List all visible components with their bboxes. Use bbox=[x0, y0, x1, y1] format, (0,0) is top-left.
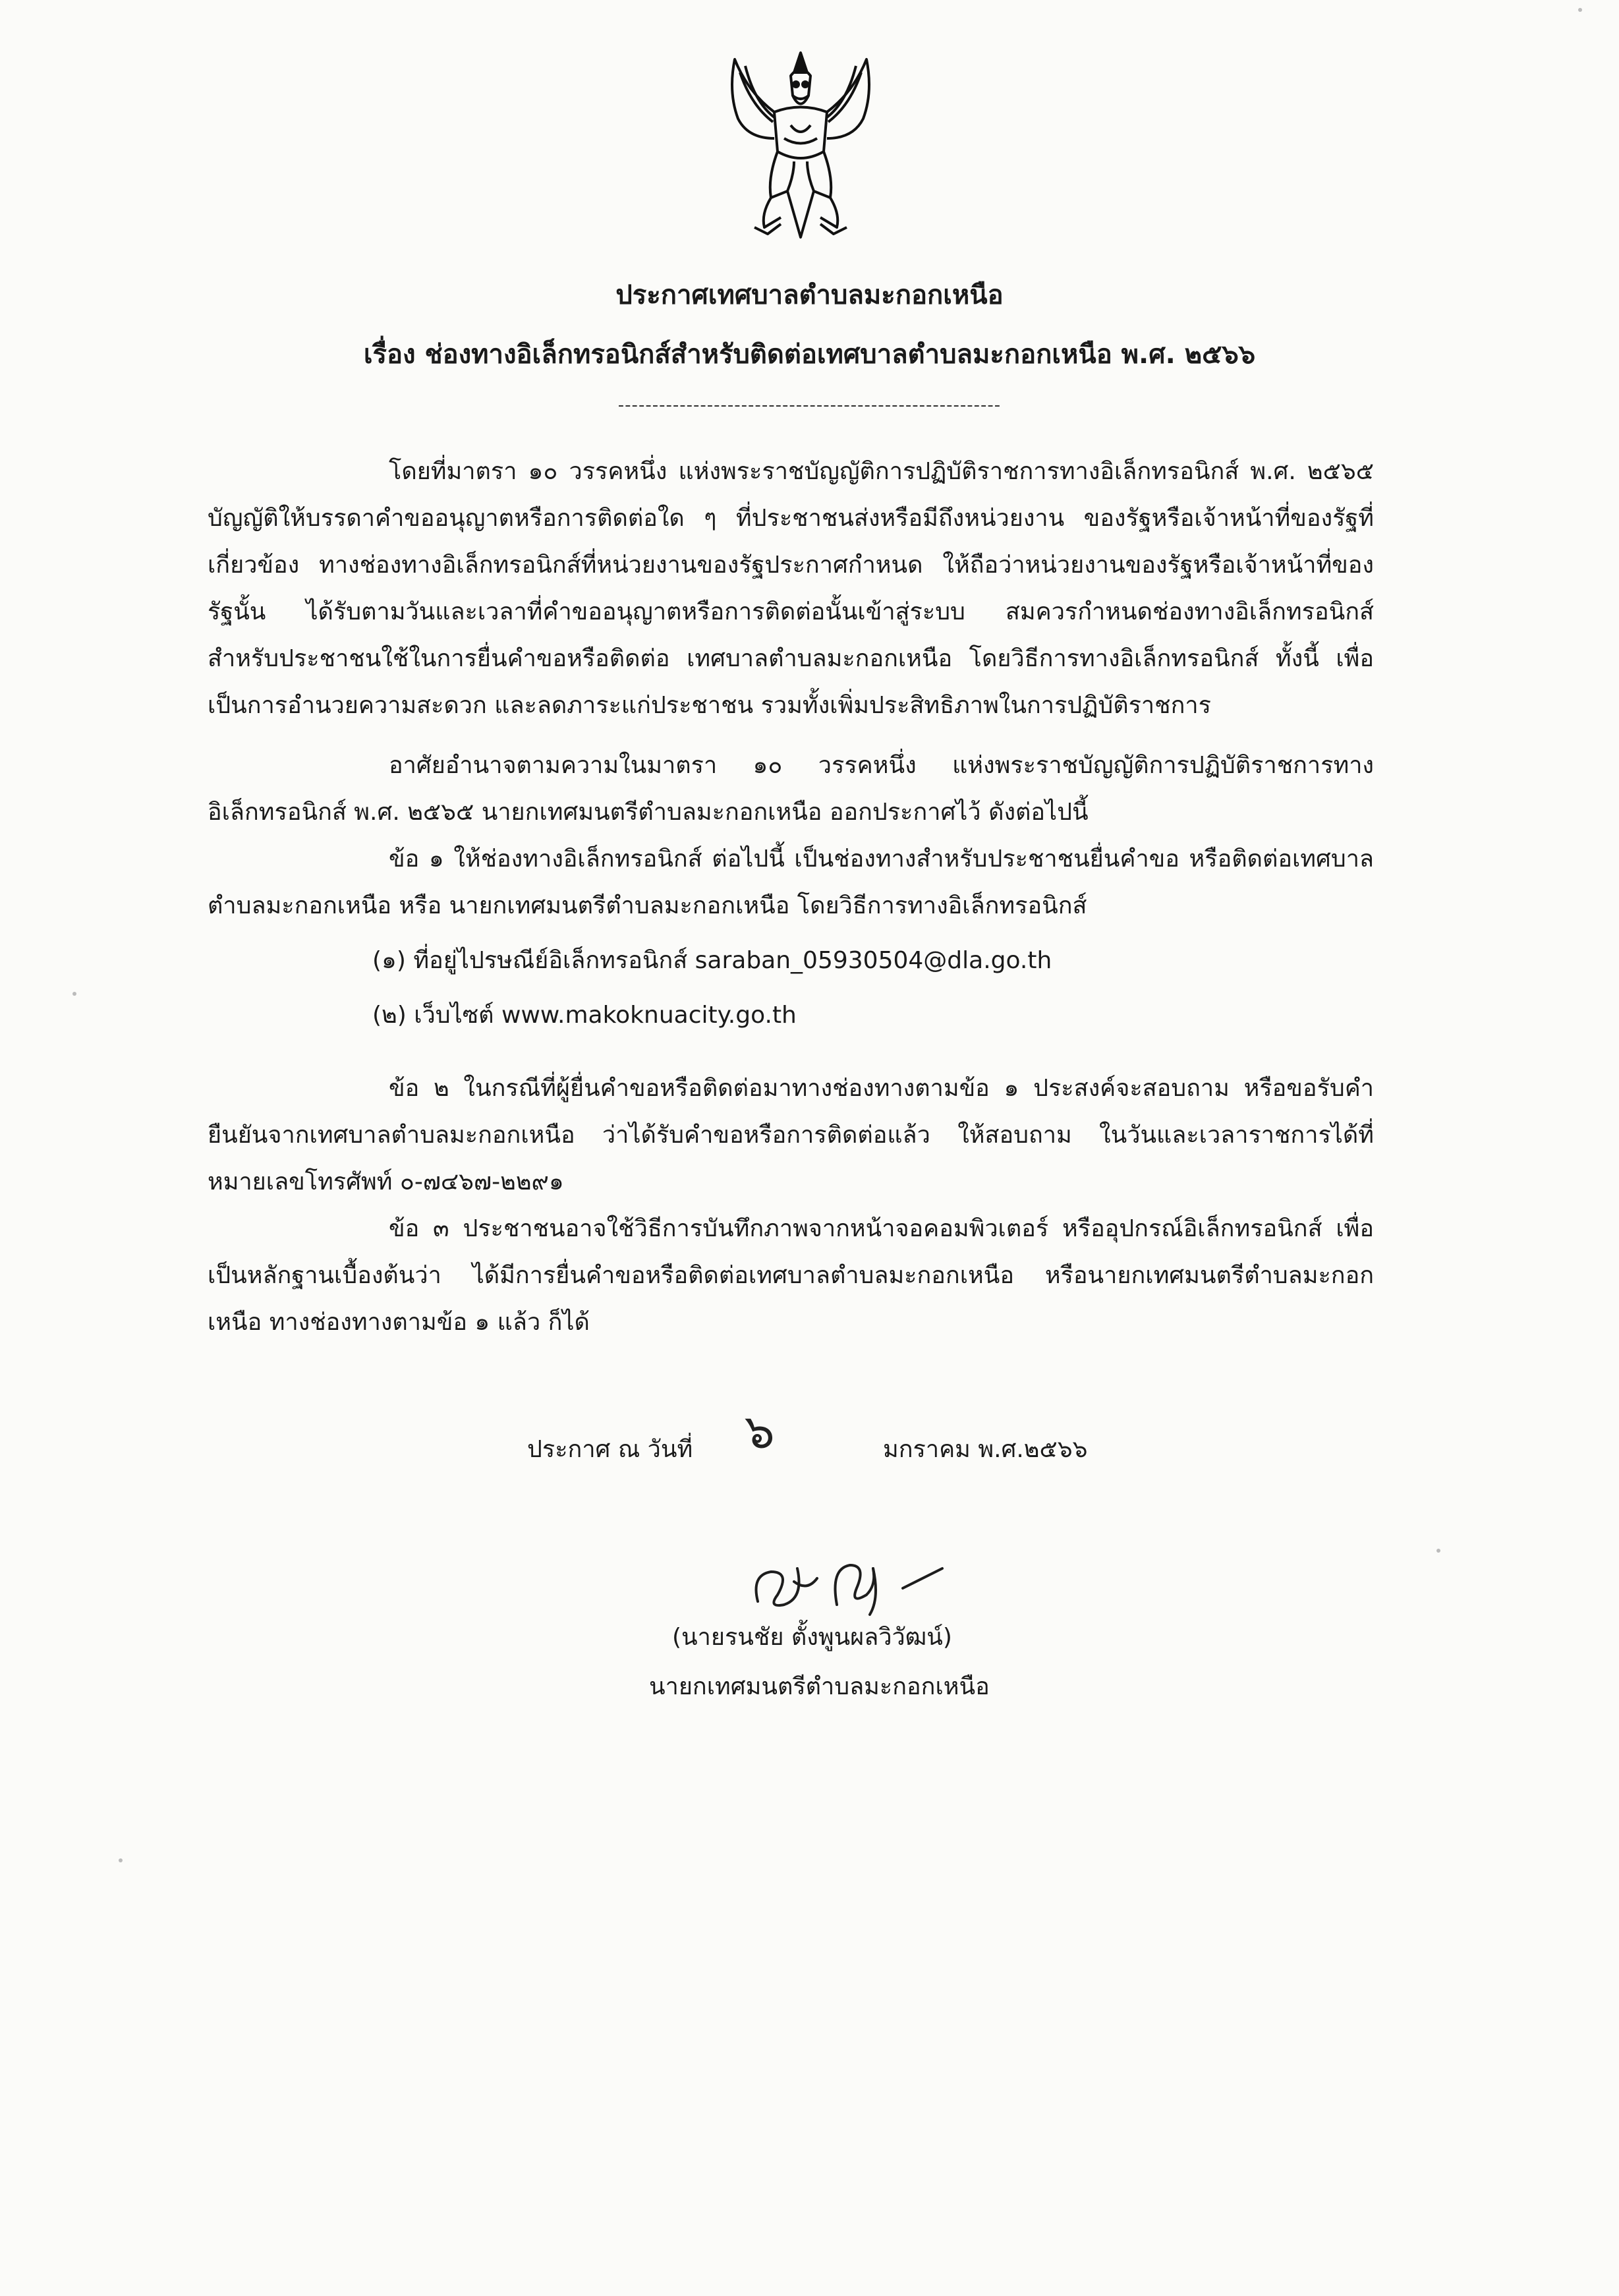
preamble-paragraph: โดยที่มาตรา ๑๐ วรรคหนึ่ง แห่งพระราชบัญญัติการปฏิบัติราชการทางอิเล็กทรอนิกส์ พ.ศ. ๒๕๖๕ บัญญัติให้บรรดาคำขออนุญาตหรือการติดต่อใด ๆ ที่ประชาชนส่งหรือมีถึงหน่วยงาน ของรัฐหรือเจ้าหน้าที่ของรัฐที่เกี่ยวข้อง ทางช่องทางอิเล็กทรอนิกส์ที่หน่วยงานของรัฐประกาศกำหนด ให้ถือว่าหน่วยงานของรัฐหรือเจ้าหน้าที่ของรัฐนั้น ได้รับตามวันและเวลาที่คำขออนุญาตหรือการติดต่อนั้นเข้าสู่ระบบ สมควรกำหนดช่องทางอิเล็กทรอนิกส์สำหรับประชาชนใช้ในการยื่นคำขอหรือติดต่อ เทศบาลตำบลมะกอกเหนือ โดยวิธีการทางอิเล็กทรอนิกส์ ทั้งนี้ เพื่อเป็นการอำนวยความสะดวก และลดภาระแก่ประชาชน รวมทั้งเพิ่มประสิทธิภาพในการปฏิบัติราชการ bbox=[208, 458, 1374, 719]
clause-1: ข้อ ๑ ให้ช่องทางอิเล็กทรอนิกส์ ต่อไปนี้ เป็นช่องทางสำหรับประชาชนยื่นคำขอ หรือติดต่อเทศบาลตำบลมะกอกเหนือ หรือ นายกเทศมนตรีตำบลมะกอกเหนือ โดยวิธีการทางอิเล็กทรอนิกส์ bbox=[208, 846, 1374, 919]
dateline-month-year: มกราคม พ.ศ.๒๕๖๖ bbox=[883, 1436, 1088, 1463]
scan-speck bbox=[119, 1858, 123, 1862]
email-channel-item: (๑) ที่อยู่ไปรษณีย์อิเล็กทรอนิกส์ saraban_05930504@dla.go.th bbox=[372, 947, 1052, 974]
authority-paragraph: อาศัยอำนาจตามความในมาตรา ๑๐ วรรคหนึ่ง แห่งพระราชบัญญัติการปฏิบัติราชการทางอิเล็กทรอนิกส์ พ.ศ. ๒๕๖๕ นายกเทศมนตรีตำบลมะกอกเหนือ ออกประกาศไว้ ดังต่อไปนี้ bbox=[208, 752, 1374, 826]
dateline-label: ประกาศ ณ วันที่ bbox=[527, 1436, 693, 1463]
announcement-title: ประกาศเทศบาลตำบลมะกอกเหนือ bbox=[615, 280, 1004, 310]
scan-speck bbox=[72, 992, 76, 996]
signer-position: นายกเทศมนตรีตำบลมะกอกเหนือ bbox=[649, 1673, 990, 1700]
clause-3: ข้อ ๓ ประชาชนอาจใช้วิธีการบันทึกภาพจากหน้าจอคอมพิวเตอร์ หรืออุปกรณ์อิเล็กทรอนิกส์ เพื่อเป็นหลักฐานเบื้องต้นว่า ได้มีการยื่นคำขอหรือติดต่อเทศบาลตำบลมะกอกเหนือ หรือนายกเทศมนตรีตำบลมะกอกเหนือ ทางช่องทางตามข้อ ๑ แล้ว ก็ได้ bbox=[208, 1215, 1374, 1336]
clause-2: ข้อ ๒ ในกรณีที่ผู้ยื่นคำขอหรือติดต่อมาทางช่องทางตามข้อ ๑ ประสงค์จะสอบถาม หรือขอรับคำยืนยันจากเทศบาลตำบลมะกอกเหนือ ว่าได้รับคำขอหรือการติดต่อแล้ว ให้สอบถาม ในวันและเวลาราชการได้ที่หมายเลขโทรศัพท์ ๐-๗๔๖๗-๒๒๙๑ bbox=[208, 1075, 1374, 1195]
announcement-body bbox=[208, 448, 1374, 1346]
scan-speck bbox=[1578, 8, 1582, 12]
dateline-day: ๖ bbox=[745, 1404, 775, 1459]
announcement-subject: เรื่อง ช่องทางอิเล็กทรอนิกส์สำหรับติดต่อเทศบาลตำบลมะกอกเหนือ พ.ศ. ๒๕๖๖ bbox=[363, 339, 1256, 370]
garuda-emblem-icon bbox=[708, 40, 893, 250]
handwritten-signature bbox=[745, 1542, 962, 1621]
website-channel-item: (๒) เว็บไซต์ www.makoknuacity.go.th bbox=[372, 1002, 797, 1029]
signer-name: (นายรนชัย ตั้งพูนผลวิวัฒน์) bbox=[672, 1624, 952, 1651]
title-divider: -------------------------------------------------------- bbox=[617, 395, 1002, 415]
scan-speck bbox=[1436, 1549, 1440, 1553]
